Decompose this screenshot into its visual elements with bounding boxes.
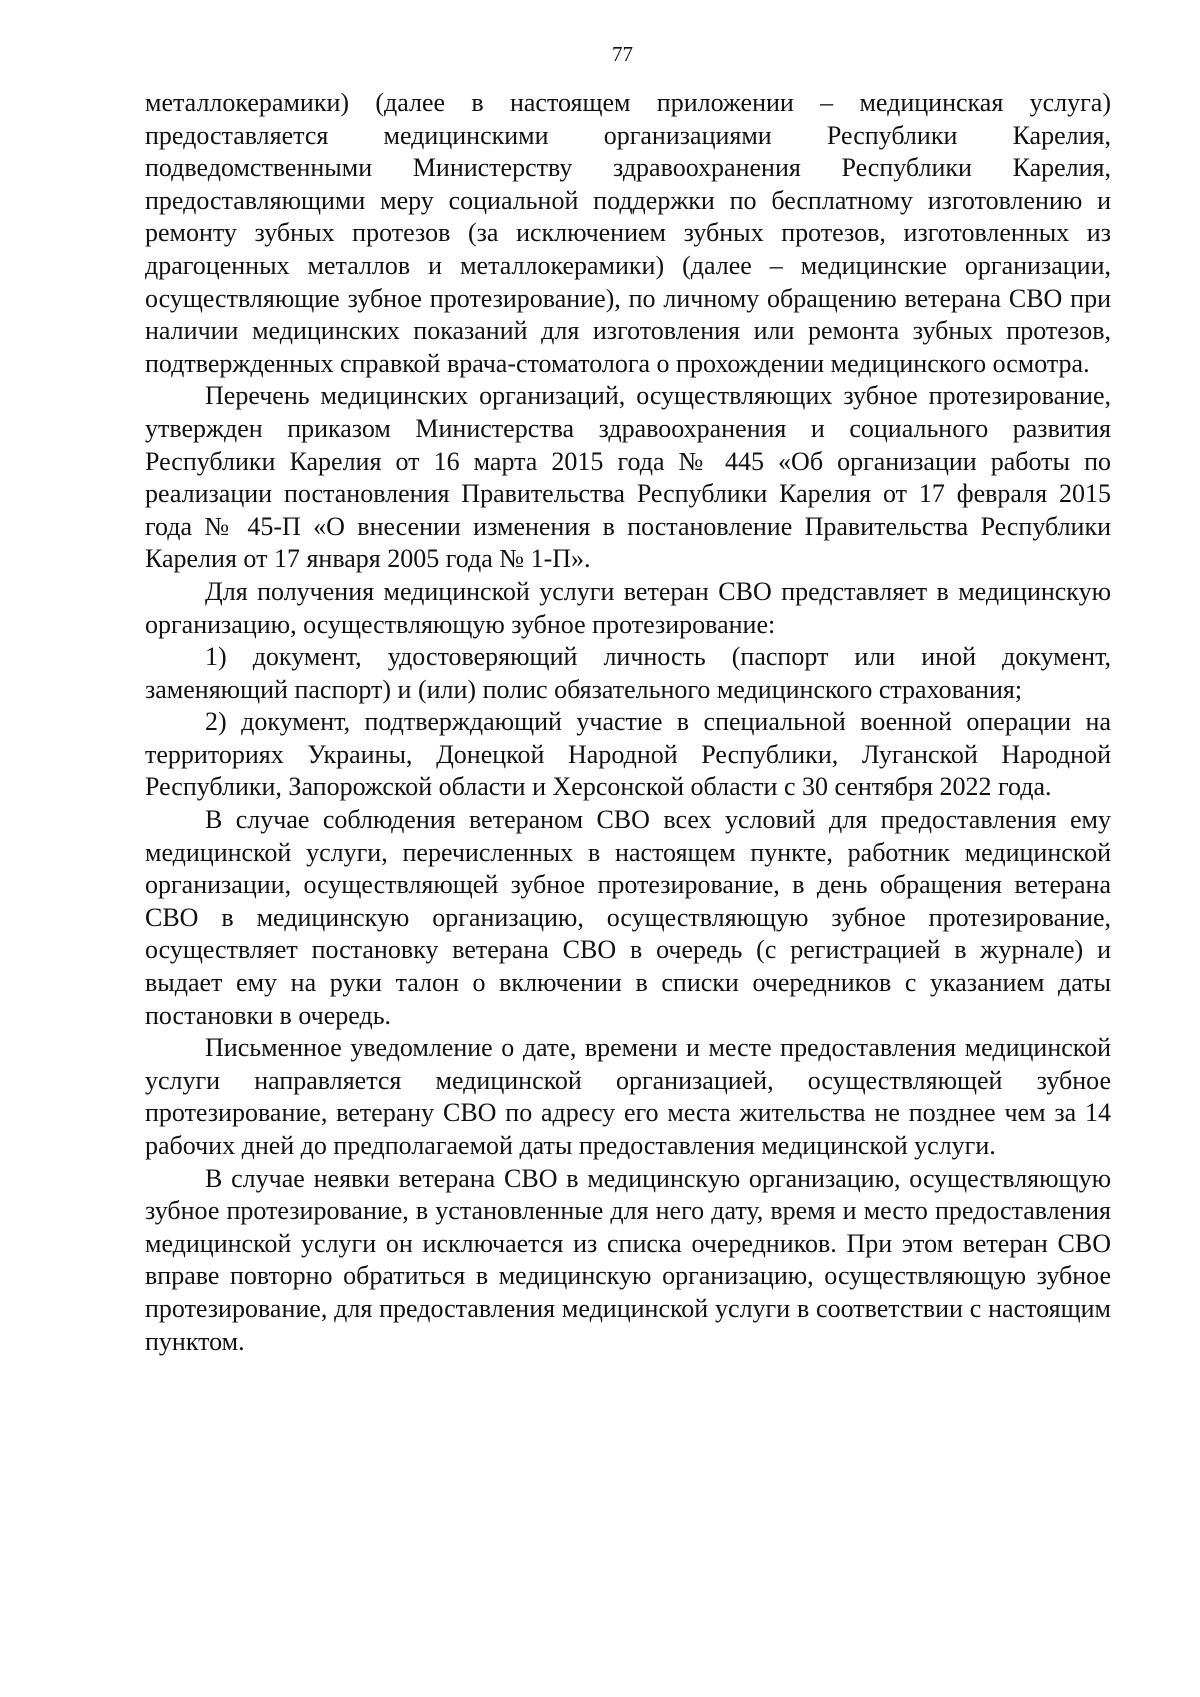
- page-number: 77: [612, 42, 633, 66]
- paragraph-written-notice: Письменное уведомление о дате, времени и месте предоставления медицинской услуги направляется медицинской организацией, осуществляющей зубное протезирование, ветерану СВО по адресу его места жительства не позднее чем за 14 рабочих дней до предполагаемой даты предоставления медицинской услуги.: [145, 1033, 1111, 1160]
- list-item-participation-document: 2) документ, подтверждающий участие в специальной военной операции на территориях Украины, Донецкой Народной Республики, Луганской Народной Республики, Запорожской области и Херсонской области с 30 сентября 2022 года.: [145, 707, 1111, 802]
- document-body: [145, 87, 1111, 1358]
- list-item-identity-document: 1) документ, удостоверяющий личность (паспорт или иной документ, заменяющий паспорт) и (или) полис обязательного медицинского страхования;: [145, 642, 1111, 704]
- paragraph-continuation: металлокерамики) (далее в настоящем приложении – медицинская услуга) предоставляется медицинскими организациями Республики Карелия, подведомственными Министерству здравоохранения Республики Карелия, предоставляющими меру социальной поддержки по бесплатному изготовлению и ремонту зубных протезов (за исключением зубных протезов, изготовленных из драгоценных металлов и металлокерамики) (далее – медицинские организации, осуществляющие зубное протезирование), по личному обращению ветерана СВО при наличии медицинских показаний для изготовления или ремонта зубных протезов, подтвержденных справкой врача-стоматолога о прохождении медицинского осмотра.: [145, 88, 1111, 378]
- paragraph-no-show: В случае неявки ветерана СВО в медицинскую организацию, осуществляющую зубное протезирование, в установленные для него дату, время и место предоставления медицинской услуги он исключается из списка очередников. При этом ветеран СВО вправе повторно обратиться в медицинскую организацию, осуществляющую зубное протезирование, для предоставления медицинской услуги в соответствии с настоящим пунктом.: [145, 1163, 1111, 1356]
- paragraph-organizations-list: Перечень медицинских организаций, осуществляющих зубное протезирование, утвержден приказом Министерства здравоохранения и социального развития Республики Карелия от 16 марта 2015 года № 445 «Об организации работы по реализации постановления Правительства Республики Карелия от 17 февраля 2015 года № 45-П «О внесении изменения в постановление Правительства Республики Карелия от 17 января 2005 года № 1-П».: [145, 381, 1111, 574]
- paragraph-queue-registration: В случае соблюдения ветераном СВО всех условий для предоставления ему медицинской услуги, перечисленных в настоящем пункте, работник медицинской организации, осуществляющей зубное протезирование, в день обращения ветерана СВО в медицинскую организацию, осуществляющую зубное протезирование, осуществляет постановку ветерана СВО в очередь (с регистрацией в журнале) и выдает ему на руки талон о включении в списки очередников с указанием даты постановки в очередь.: [145, 805, 1111, 1030]
- paragraph-required-documents: Для получения медицинской услуги ветеран СВО представляет в медицинскую организацию, осуществляющую зубное протезирование:: [145, 576, 1111, 639]
